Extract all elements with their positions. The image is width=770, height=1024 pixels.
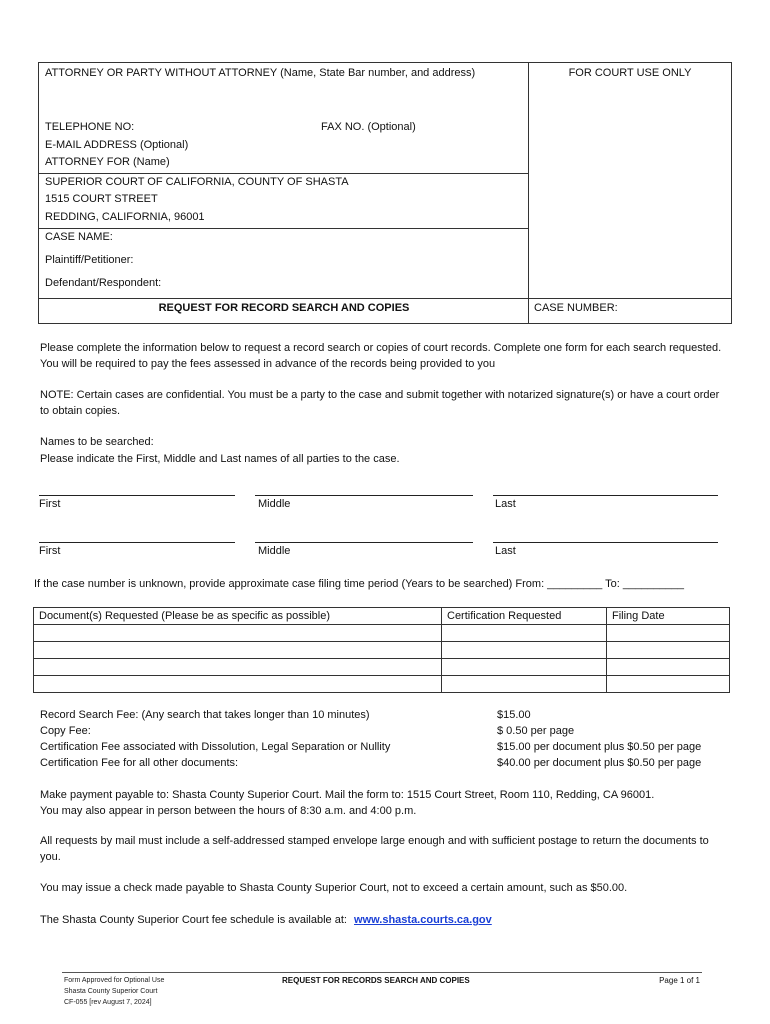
last-name-line-1[interactable] bbox=[493, 495, 718, 496]
check-line: You may issue a check made payable to Shasta County Superior Court, not to exceed a certain amount, such as $50.00. bbox=[40, 882, 628, 894]
email-label: E-MAIL ADDRESS (Optional) bbox=[45, 139, 189, 151]
footer-divider bbox=[62, 972, 702, 973]
footer-page: Page 1 of 1 bbox=[659, 976, 700, 985]
footer-court: Shasta County Superior Court bbox=[64, 988, 158, 995]
fee-value: $ 0.50 per page bbox=[497, 725, 575, 737]
caption-left-column bbox=[39, 63, 529, 323]
footer-form-id: CF-055 [rev August 7, 2024] bbox=[64, 999, 152, 1006]
filing-date-cell[interactable] bbox=[607, 642, 730, 659]
filing-date-header: Filing Date bbox=[607, 608, 730, 625]
certification-cell[interactable] bbox=[442, 625, 607, 642]
case-number-label: CASE NUMBER: bbox=[534, 302, 618, 314]
divider bbox=[39, 298, 529, 299]
last-label: Last bbox=[495, 498, 516, 510]
first-name-line-1[interactable] bbox=[39, 495, 235, 496]
footer-title: REQUEST FOR RECORDS SEARCH AND COPIES bbox=[282, 976, 470, 985]
fee-schedule-line bbox=[40, 912, 730, 928]
hours-line: You may also appear in person between the hours of 8:30 a.m. and 4:00 p.m. bbox=[40, 805, 417, 817]
table-header-row bbox=[34, 608, 730, 625]
document-cell[interactable] bbox=[34, 659, 442, 676]
fax-label: FAX NO. (Optional) bbox=[321, 121, 416, 133]
document-cell[interactable] bbox=[34, 642, 442, 659]
certification-cell[interactable] bbox=[442, 676, 607, 693]
last-name-line-2[interactable] bbox=[493, 542, 718, 543]
fee-value: $15.00 bbox=[497, 709, 531, 721]
certification-cell[interactable] bbox=[442, 659, 607, 676]
table-row bbox=[34, 676, 730, 693]
plaintiff-label: Plaintiff/Petitioner: bbox=[45, 254, 134, 266]
certification-header: Certification Requested bbox=[442, 608, 607, 625]
time-period-line: If the case number is unknown, provide approximate case filing time period (Years to be searched) From: _________ To: __________ bbox=[34, 578, 685, 590]
fee-value: $15.00 per document plus $0.50 per page bbox=[497, 741, 702, 753]
filing-date-cell[interactable] bbox=[607, 676, 730, 693]
first-name-line-2[interactable] bbox=[39, 542, 235, 543]
fee-label: Record Search Fee: (Any search that takes longer than 10 minutes) bbox=[40, 709, 370, 721]
court-street: 1515 COURT STREET bbox=[45, 193, 158, 205]
caption-right-column bbox=[529, 63, 731, 323]
fee-schedule-text: The Shasta County Superior Court fee schedule is available at: bbox=[40, 914, 347, 926]
divider bbox=[529, 298, 731, 299]
middle-name-line-1[interactable] bbox=[255, 495, 473, 496]
document-cell[interactable] bbox=[34, 676, 442, 693]
first-label: First bbox=[39, 545, 61, 557]
payment-line: Make payment payable to: Shasta County Superior Court. Mail the form to: 1515 Court Street, Room 110, Redding, CA 96001. bbox=[40, 789, 655, 801]
middle-name-line-2[interactable] bbox=[255, 542, 473, 543]
fee-label: Copy Fee: bbox=[40, 725, 91, 737]
attorney-label: ATTORNEY OR PARTY WITHOUT ATTORNEY (Name, State Bar number, and address) bbox=[45, 67, 476, 79]
court-use-label: FOR COURT USE ONLY bbox=[568, 67, 692, 79]
divider bbox=[39, 173, 529, 174]
table-row bbox=[34, 625, 730, 642]
middle-label: Middle bbox=[258, 498, 291, 510]
names-heading: Names to be searched: bbox=[40, 436, 154, 448]
filing-date-cell[interactable] bbox=[607, 625, 730, 642]
divider bbox=[39, 228, 529, 229]
attorney-for-label: ATTORNEY FOR (Name) bbox=[45, 156, 170, 168]
case-name-label: CASE NAME: bbox=[45, 231, 113, 243]
fee-label: Certification Fee for all other documents: bbox=[40, 757, 239, 769]
last-label: Last bbox=[495, 545, 516, 557]
fee-schedule-link[interactable]: www.shasta.courts.ca.gov bbox=[354, 914, 492, 926]
telephone-label: TELEPHONE NO: bbox=[45, 121, 135, 133]
table-row bbox=[34, 659, 730, 676]
documents-header: Document(s) Requested (Please be as specific as possible) bbox=[34, 608, 442, 625]
filing-date-cell[interactable] bbox=[607, 659, 730, 676]
first-label: First bbox=[39, 498, 61, 510]
caption-box bbox=[38, 62, 732, 324]
note-paragraph: NOTE: Certain cases are confidential. You must be a party to the case and submit together with notarized signature(s) or have a court order to obtain copies. bbox=[40, 389, 720, 417]
footer-approved: Form Approved for Optional Use bbox=[64, 977, 165, 984]
court-name: SUPERIOR COURT OF CALIFORNIA, COUNTY OF SHASTA bbox=[45, 176, 349, 188]
middle-label: Middle bbox=[258, 545, 291, 557]
mail-requirement: All requests by mail must include a self-addressed stamped envelope large enough and with sufficient postage to return the documents to you. bbox=[40, 835, 709, 863]
certification-cell[interactable] bbox=[442, 642, 607, 659]
form-title: REQUEST FOR RECORD SEARCH AND COPIES bbox=[158, 302, 410, 314]
fee-value: $40.00 per document plus $0.50 per page bbox=[497, 757, 702, 769]
intro-paragraph: Please complete the information below to request a record search or copies of court records. Complete one form for each search requested. You will be required to pay the fees assessed in advance of the records being provided to you bbox=[40, 342, 722, 370]
names-instruction: Please indicate the First, Middle and Last names of all parties to the case. bbox=[40, 453, 400, 465]
table-row bbox=[34, 642, 730, 659]
fee-label: Certification Fee associated with Dissolution, Legal Separation or Nullity bbox=[40, 741, 391, 753]
court-city: REDDING, CALIFORNIA, 96001 bbox=[45, 211, 205, 223]
defendant-label: Defendant/Respondent: bbox=[45, 277, 162, 289]
documents-table bbox=[33, 607, 730, 693]
document-cell[interactable] bbox=[34, 625, 442, 642]
